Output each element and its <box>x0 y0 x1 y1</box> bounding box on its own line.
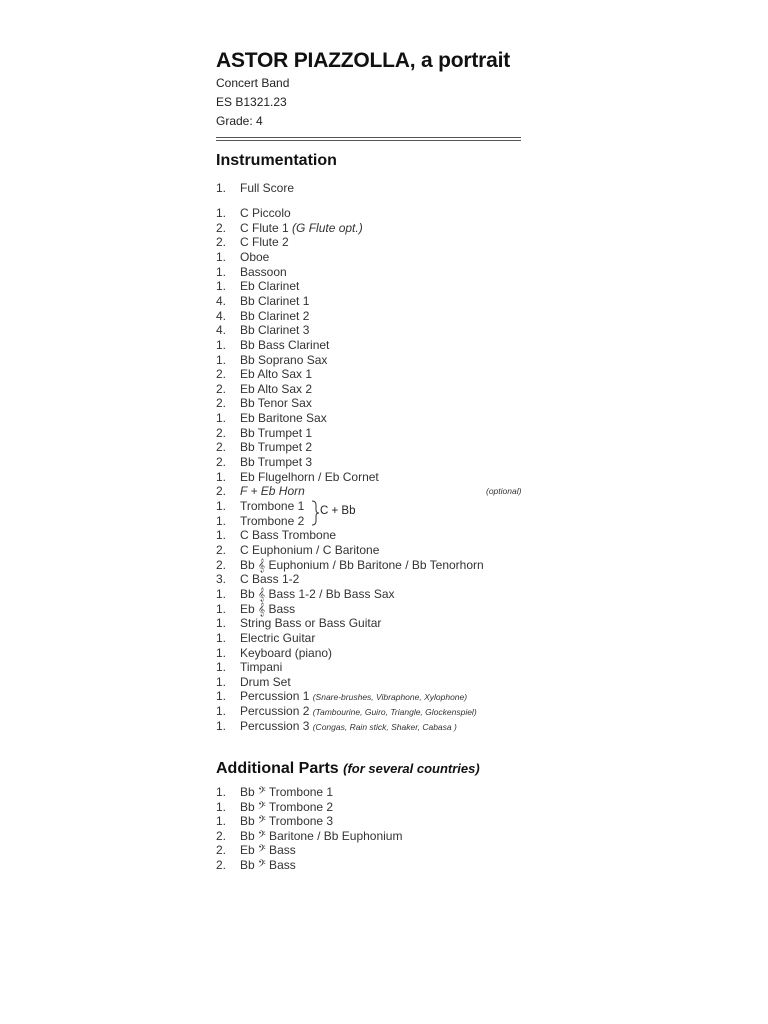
part-label: C Piccolo <box>240 206 291 220</box>
part-count: 1. <box>216 181 227 195</box>
part-label: Bb 𝄞 Bass 1-2 / Bb Bass Sax <box>240 586 395 601</box>
part-label: Bb Clarinet 2 <box>240 308 310 323</box>
additional-parts-heading <box>216 760 480 778</box>
part-count: 2. <box>216 396 227 411</box>
part-count: 2. <box>216 858 227 872</box>
part-note: (G Flute opt.) <box>292 220 363 235</box>
part-label: Bb Soprano Sax <box>240 352 328 367</box>
part-name <box>240 719 457 735</box>
part-label: Eb Flugelhorn / Eb Cornet <box>240 469 379 484</box>
part-count: 4. <box>216 293 227 308</box>
part-count: 2. <box>216 455 227 470</box>
part-count: 1. <box>216 616 227 631</box>
document-title: ASTOR PIAZZOLLA, a portrait <box>216 49 511 72</box>
additional-parts-subtitle: (for several countries) <box>343 761 480 776</box>
part-count: 1. <box>216 264 227 279</box>
part-name <box>240 528 336 543</box>
part-count: 1. <box>216 660 227 675</box>
part-count: 1. <box>216 785 227 799</box>
part-name <box>240 689 467 705</box>
part-name <box>240 455 312 470</box>
part-count: 1. <box>216 689 227 704</box>
part-name <box>240 558 484 573</box>
part-label: Eb Alto Sax 2 <box>240 381 313 396</box>
part-label: Bassoon <box>240 264 287 279</box>
part-name <box>240 675 291 690</box>
part-count: 1. <box>216 249 227 264</box>
part-name <box>240 396 312 411</box>
part-name <box>240 367 312 382</box>
grade-label: Grade: 4 <box>216 114 263 128</box>
part-count: 1. <box>216 337 227 352</box>
part-name <box>240 294 309 309</box>
part-label: C Flute 2 <box>240 235 289 250</box>
part-label: Eb 𝄢 Bass <box>240 843 296 858</box>
part-count: 1. <box>216 411 227 426</box>
instrumentation-heading: Instrumentation <box>216 152 337 169</box>
part-name <box>240 829 402 844</box>
part-label: Drum Set <box>240 674 291 689</box>
part-label: String Bass or Bass Guitar <box>240 616 382 631</box>
part-count: 2. <box>216 843 227 858</box>
part-name <box>240 587 395 602</box>
part-label: Eb 𝄞 Bass <box>240 601 296 616</box>
part-count: 1. <box>216 528 227 543</box>
part-count: 1. <box>216 586 227 601</box>
optional-note: (optional) <box>486 486 522 497</box>
part-name <box>240 616 381 631</box>
part-label: Keyboard (piano) <box>240 645 333 660</box>
part-count: 1. <box>216 799 227 814</box>
part-name <box>240 440 312 455</box>
part-label: Timpani <box>240 660 283 675</box>
part-label: Bb 𝄢 Trombone 1 <box>240 785 334 799</box>
part-name <box>240 470 379 485</box>
part-name <box>240 704 477 720</box>
part-name <box>240 206 291 221</box>
part-count: 1. <box>216 814 227 829</box>
part-label: C Bass 1-2 <box>240 572 300 587</box>
part-count: 2. <box>216 557 227 572</box>
ensemble-label: Concert Band <box>216 76 290 90</box>
additional-parts-title: Additional Parts <box>216 760 339 777</box>
part-name <box>240 858 296 873</box>
part-name <box>240 646 332 661</box>
part-label: Electric Guitar <box>240 630 316 645</box>
part-count: 2. <box>216 425 227 440</box>
part-name <box>240 426 312 441</box>
part-name <box>240 631 315 646</box>
part-label: Bb Clarinet 3 <box>240 323 310 338</box>
part-count: 2. <box>216 220 227 235</box>
part-name <box>240 382 312 397</box>
part-count: 1. <box>216 206 227 220</box>
part-name <box>240 279 299 294</box>
part-label: Bb Bass Clarinet <box>240 337 330 352</box>
part-label: Bb Clarinet 1 <box>240 293 310 308</box>
part-count: 2. <box>216 235 227 250</box>
part-label: Bb Trumpet 3 <box>240 455 313 470</box>
brace-icon <box>310 500 320 526</box>
part-count: 1. <box>216 674 227 689</box>
part-count: 1. <box>216 630 227 645</box>
part-name <box>240 602 295 617</box>
part-count: 2. <box>216 484 227 499</box>
part-name <box>240 514 304 529</box>
part-count: 1. <box>216 279 227 294</box>
part-name <box>240 843 296 858</box>
part-count: 1. <box>216 601 227 616</box>
part-name <box>240 411 327 426</box>
part-name <box>240 543 379 558</box>
part-count: 1. <box>216 499 227 513</box>
part-count: 1. <box>216 704 227 719</box>
part-label: Percussion 2 <box>240 704 310 719</box>
part-label: C Bass Trombone <box>240 528 337 543</box>
part-count: 1. <box>216 469 227 484</box>
part-name <box>240 499 304 514</box>
part-name <box>240 323 309 338</box>
catalog-number: ES B1321.23 <box>216 95 287 109</box>
part-name <box>240 353 327 368</box>
part-name <box>240 800 333 815</box>
part-count: 1. <box>216 352 227 367</box>
part-label: Bb 𝄢 Baritone / Bb Euphonium <box>240 828 403 843</box>
part-name: Full Score <box>240 181 295 195</box>
part-count: 4. <box>216 308 227 323</box>
part-count: 3. <box>216 572 227 587</box>
part-name <box>240 660 282 675</box>
double-rule-divider <box>216 137 521 141</box>
part-count: 1. <box>216 513 227 528</box>
part-count: 4. <box>216 323 227 338</box>
trombone-key-label: C + Bb <box>320 505 356 517</box>
part-count: 2. <box>216 367 227 382</box>
part-count: 1. <box>216 645 227 660</box>
part-count: 1. <box>216 718 227 733</box>
part-name <box>240 265 287 280</box>
part-note: (Snare-brushes, Vibraphone, Xylophone) <box>312 692 468 703</box>
part-label: Bb 𝄢 Bass <box>240 858 296 872</box>
part-label: Bb Trumpet 1 <box>240 425 313 440</box>
part-label: C Euphonium / C Baritone <box>240 542 380 557</box>
part-label: Bb 𝄢 Trombone 3 <box>240 814 334 829</box>
part-label: Eb Alto Sax 1 <box>240 367 313 382</box>
part-label: C Flute 1 <box>240 220 289 235</box>
part-count: 2. <box>216 440 227 455</box>
part-label: Percussion 1 <box>240 689 310 704</box>
part-label: Eb Baritone Sax <box>240 411 327 426</box>
part-label: Eb Clarinet <box>240 279 300 294</box>
part-label: Bb Tenor Sax <box>240 396 312 411</box>
part-name <box>240 814 333 829</box>
part-count: 2. <box>216 828 227 843</box>
part-label: F + Eb Horn <box>240 484 305 499</box>
part-name <box>240 572 299 587</box>
part-name <box>240 221 363 236</box>
part-name <box>240 484 305 499</box>
part-name <box>240 785 333 800</box>
part-label: Trombone 1 <box>240 499 305 513</box>
part-label: Trombone 2 <box>240 513 305 528</box>
part-label: Percussion 3 <box>240 718 310 733</box>
part-label: Oboe <box>240 249 270 264</box>
part-label: Bb 𝄢 Trombone 2 <box>240 799 334 814</box>
part-name <box>240 338 329 353</box>
part-count: 2. <box>216 542 227 557</box>
part-count: 2. <box>216 381 227 396</box>
part-label: Bb 𝄞 Euphonium / Bb Baritone / Bb Tenorhorn <box>240 557 484 572</box>
part-name <box>240 309 309 324</box>
part-label: Bb Trumpet 2 <box>240 440 313 455</box>
part-name <box>240 250 269 265</box>
part-note: (Tambourine, Guiro, Triangle, Glockenspiel) <box>312 707 477 718</box>
part-note: (Congas, Rain stick, Shaker, Cabasa ) <box>312 721 457 732</box>
part-name <box>240 235 289 250</box>
